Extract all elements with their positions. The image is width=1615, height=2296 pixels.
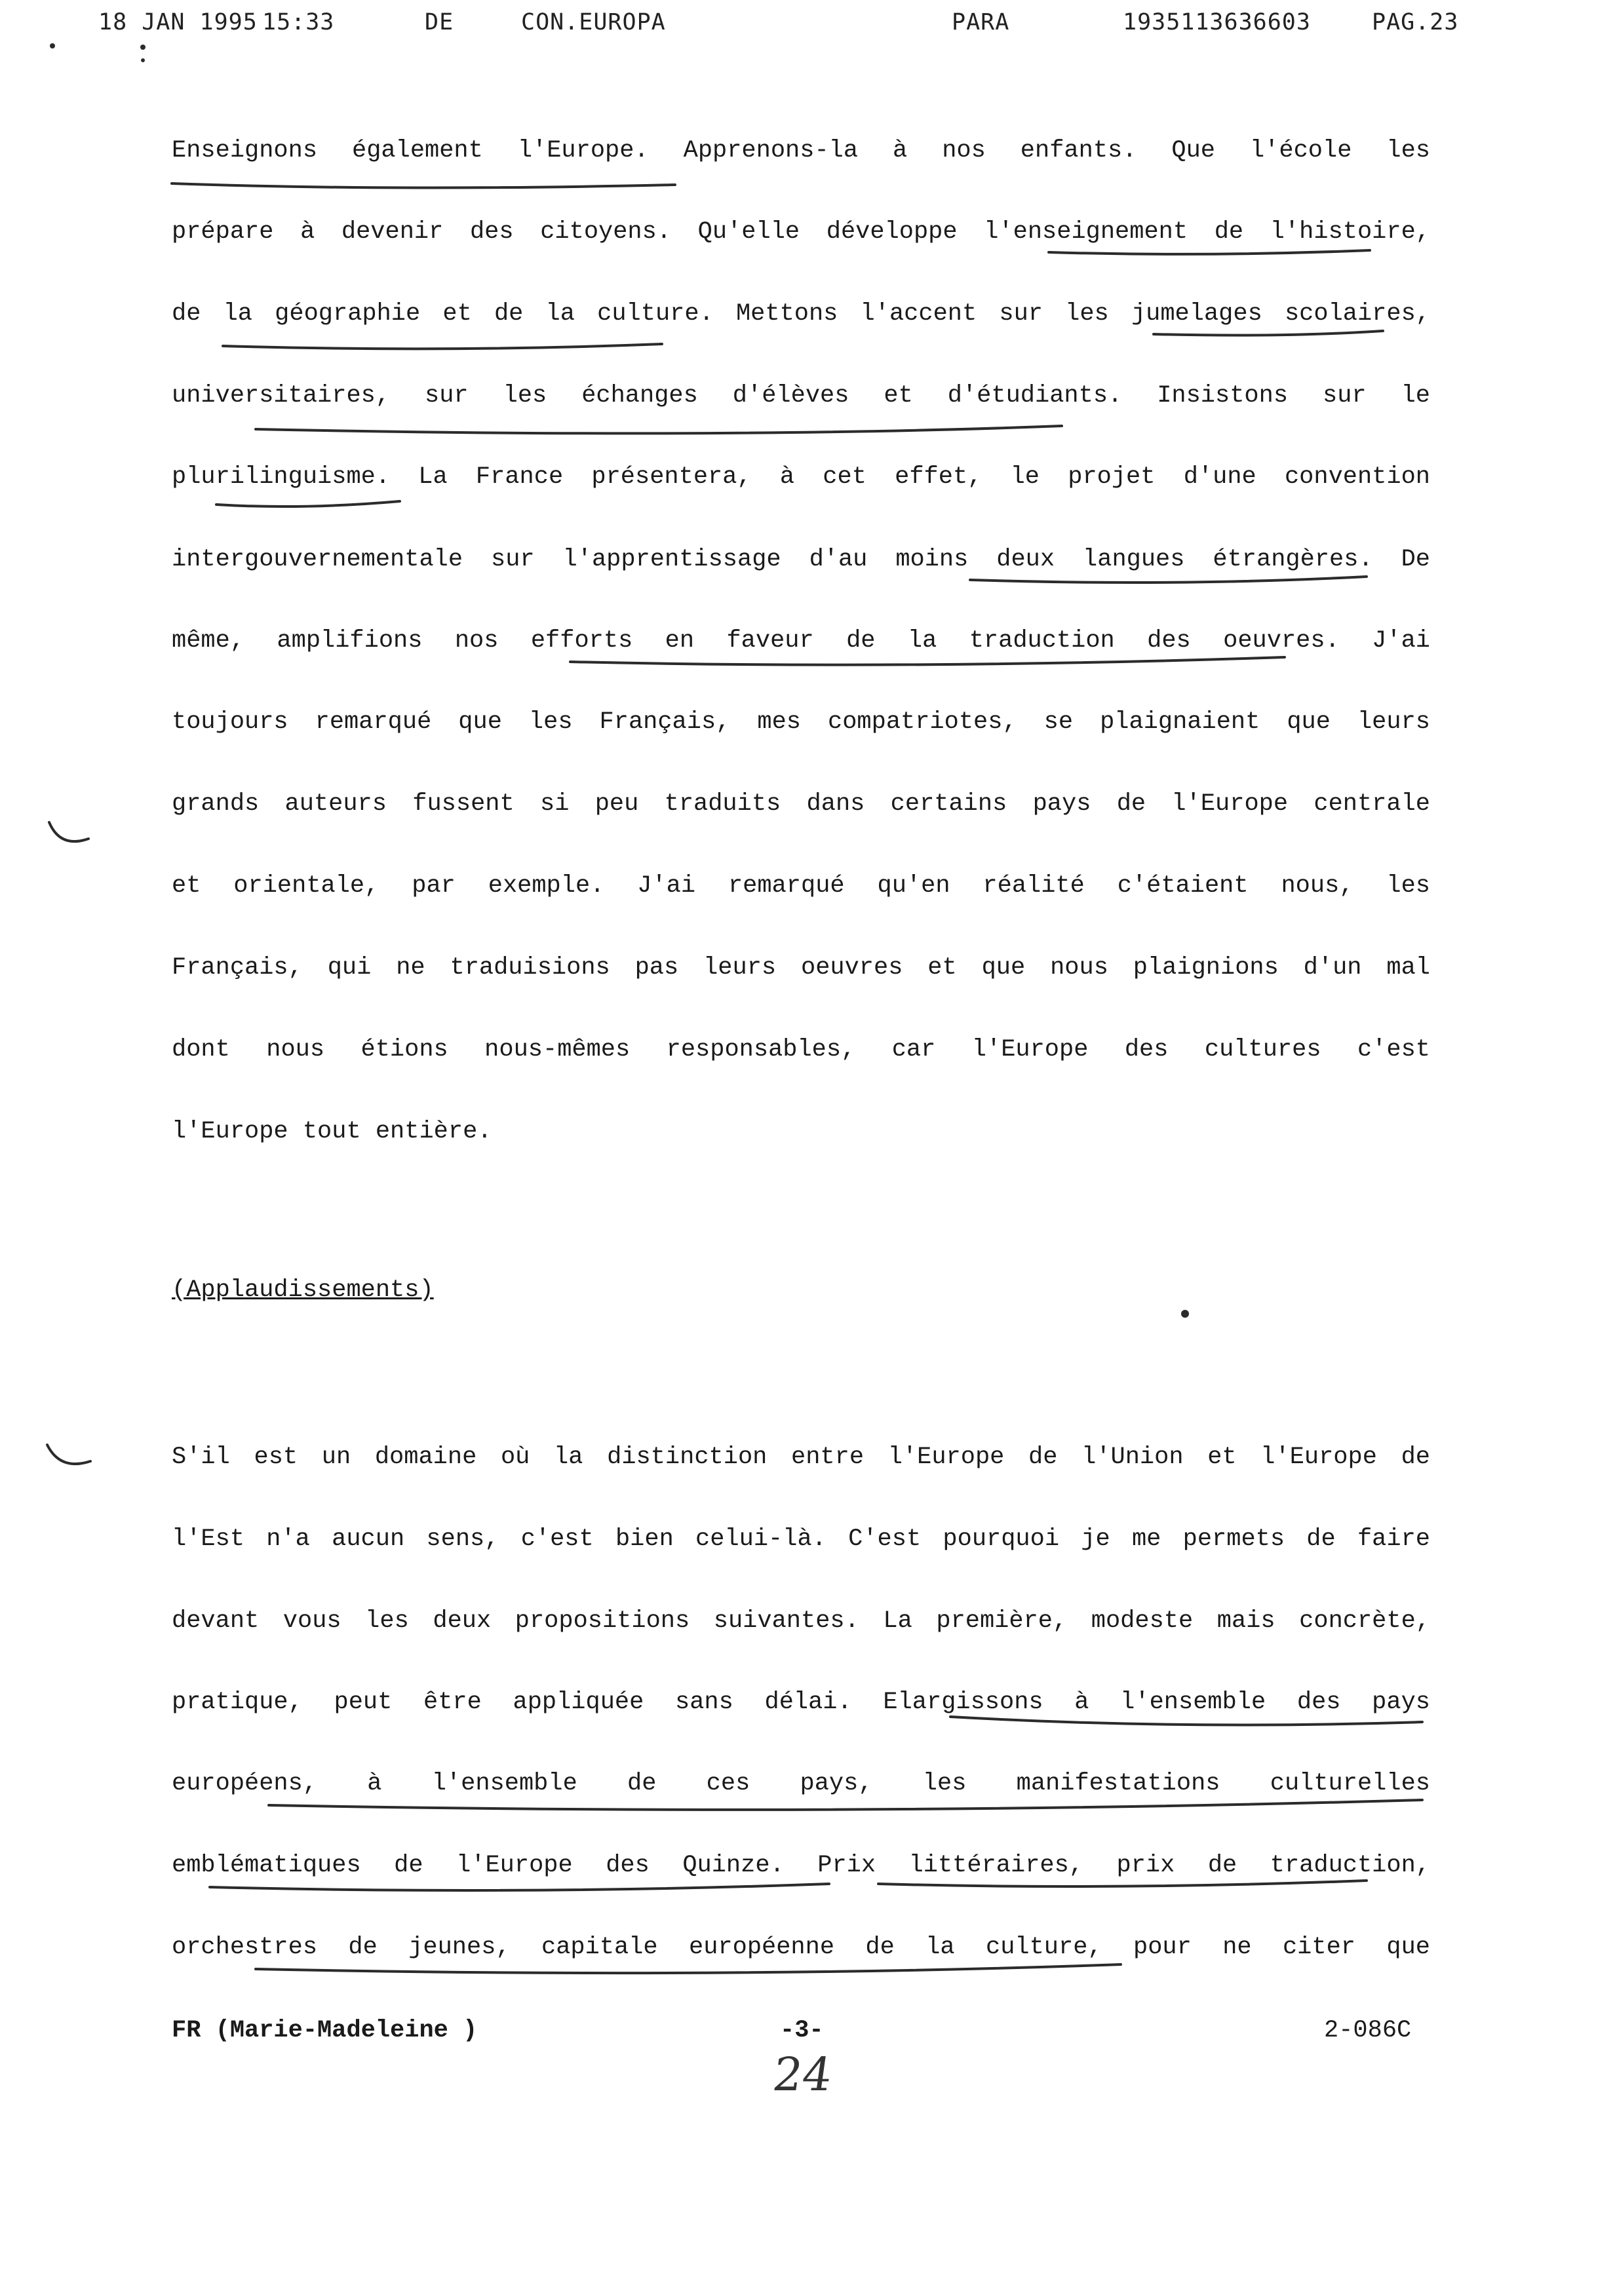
text-line: emblématiques de l'Europe des Quinze. Prix littéraires, prix de traduction, — [172, 1852, 1430, 1879]
text-line: plurilinguisme. La France présentera, à cet effet, le projet d'une convention — [172, 463, 1430, 491]
footer-reference: 2-086C — [1324, 2017, 1412, 2044]
fax-sender: CON.EUROPA — [521, 9, 666, 35]
fax-number: 1935113636603 — [1123, 9, 1311, 35]
footer-author: FR (Marie-Madeleine ) — [172, 2017, 478, 2044]
text-line: l'Europe tout entière. — [172, 1118, 492, 1145]
text-line: devant vous les deux propositions suivantes. La première, modeste mais concrète, — [172, 1607, 1430, 1635]
text-line: grands auteurs fussent si peu traduits dans certains pays de l'Europe centrale — [172, 790, 1430, 818]
footer-page-number: -3- — [780, 2017, 824, 2044]
fax-date: 18 JAN 1995 — [98, 9, 258, 35]
text-line: toujours remarqué que les Français, mes compatriotes, se plaignaient que leurs — [172, 708, 1430, 736]
underline-mark — [878, 1881, 1367, 1886]
underline-mark — [256, 1964, 1121, 1973]
text-line: S'il est un domaine où la distinction entre l'Europe de l'Union et l'Europe de — [172, 1444, 1430, 1471]
text-line: intergouvernementale sur l'apprentissage d'au moins deux langues étrangères. De — [172, 546, 1430, 573]
text-line: pratique, peut être appliquée sans délai. Elargissons à l'ensemble des pays — [172, 1689, 1430, 1716]
underline-mark — [570, 657, 1285, 665]
text-line: prépare à devenir des citoyens. Qu'elle développe l'enseignement de l'histoire, — [172, 218, 1430, 246]
margin-check-mark — [47, 1445, 90, 1464]
handwritten-page-stamp: 24 — [769, 2048, 836, 2101]
fax-header — [0, 9, 1615, 48]
fax-page: PAG.23 — [1372, 9, 1459, 35]
ink-dot — [1181, 1310, 1189, 1318]
text-line: l'Est n'a aucun sens, c'est bien celui-là. C'est pourquoi je me permets de faire — [172, 1525, 1430, 1553]
underline-mark — [1154, 331, 1383, 335]
fax-para-label: PARA — [952, 9, 1010, 35]
underline-mark — [223, 344, 662, 349]
text-line: de la géographie et de la culture. Mettons l'accent sur les jumelages scolaires, — [172, 300, 1430, 328]
underline-mark — [172, 183, 675, 188]
text-line: même, amplifions nos efforts en faveur de la traduction des oeuvres. J'ai — [172, 627, 1430, 655]
text-line: Français, qui ne traduisions pas leurs oeuvres et que nous plaignions d'un mal — [172, 954, 1430, 982]
text-line: universitaires, sur les échanges d'élèves et d'étudiants. Insistons sur le — [172, 382, 1430, 410]
ink-dot — [141, 58, 145, 62]
underline-mark — [216, 501, 400, 507]
fax-de-label: DE — [425, 9, 454, 35]
text-line: européens, à l'ensemble de ces pays, les manifestations culturelles — [172, 1770, 1430, 1797]
applause-heading: (Applaudissements) — [172, 1276, 434, 1304]
text-line: Enseignons également l'Europe. Apprenons-la à nos enfants. Que l'école les — [172, 137, 1430, 164]
text-line: orchestres de jeunes, capitale européenne de la culture, pour ne citer que — [172, 1934, 1430, 1961]
underline-mark — [269, 1800, 1422, 1810]
underline-mark — [256, 426, 1062, 433]
margin-check-mark — [49, 822, 88, 841]
text-line: et orientale, par exemple. J'ai remarqué qu'en réalité c'étaient nous, les — [172, 872, 1430, 900]
fax-time: 15:33 — [262, 9, 335, 35]
underline-mark — [970, 577, 1367, 583]
underline-mark — [210, 1884, 829, 1890]
text-line: dont nous étions nous-mêmes responsables, car l'Europe des cultures c'est — [172, 1036, 1430, 1063]
underline-mark — [1049, 250, 1370, 254]
